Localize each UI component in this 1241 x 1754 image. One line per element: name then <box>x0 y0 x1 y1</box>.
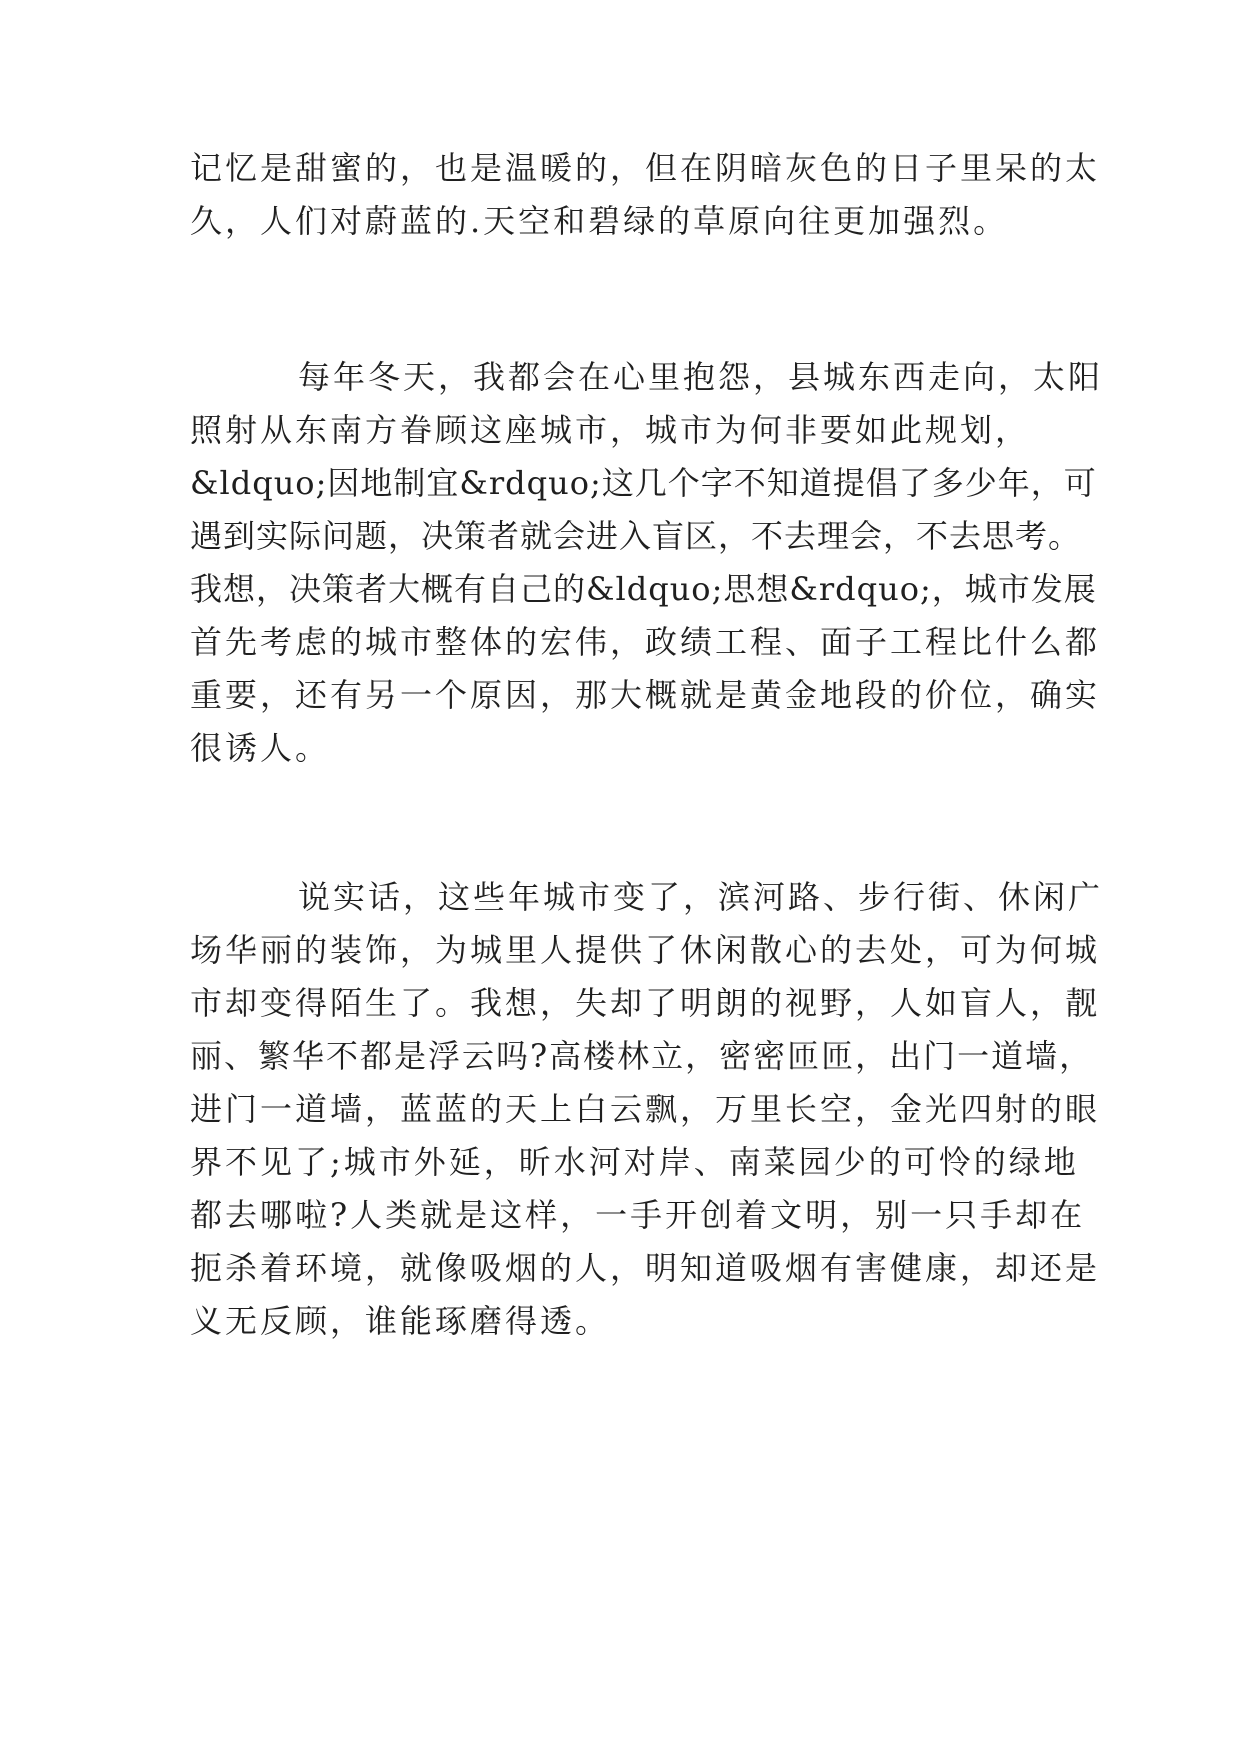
paragraph-line: 说实话，这些年城市变了，滨河路、步行街、休闲广 <box>298 878 1104 916</box>
paragraph-line: 久，人们对蔚蓝的.天空和碧绿的草原向往更加强烈。 <box>190 202 1009 240</box>
paragraph-line: 丽、繁华不都是浮云吗?高楼林立，密密匝匝，出门一道墙， <box>190 1037 1094 1075</box>
paragraph-line: 义无反顾，谁能琢磨得透。 <box>190 1302 611 1340</box>
paragraph-line: 每年冬天，我都会在心里抱怨，县城东西走向，太阳 <box>298 358 1104 396</box>
paragraph-line: 重要，还有另一个原因，那大概就是黄金地段的价位，确实 <box>190 676 1101 714</box>
paragraph-line: 遇到实际问题，决策者就会进入盲区，不去理会，不去思考。 <box>190 517 1082 555</box>
paragraph-line: 首先考虑的城市整体的宏伟，政绩工程、面子工程比什么都 <box>190 623 1101 661</box>
paragraph-line: 界不见了;城市外延，昕水河对岸、南菜园少的可怜的绿地 <box>190 1143 1079 1181</box>
paragraph-line: 都去哪啦?人类就是这样，一手开创着文明，别一只手却在 <box>190 1196 1086 1234</box>
paragraph-line: 照射从东南方眷顾这座城市，城市为何非要如此规划， <box>190 411 1031 449</box>
paragraph-line: 场华丽的装饰，为城里人提供了休闲散心的去处，可为何城 <box>190 931 1101 969</box>
paragraph-line: 记忆是甜蜜的，也是温暖的，但在阴暗灰色的日子里呆的太 <box>190 149 1101 187</box>
paragraph-line: 我想，决策者大概有自己的&ldquo;思想&rdquo;，城市发展 <box>190 570 1097 608</box>
paragraph-line: 扼杀着环境，就像吸烟的人，明知道吸烟有害健康，却还是 <box>190 1249 1101 1287</box>
paragraph-line: 进门一道墙，蓝蓝的天上白云飘，万里长空，金光四射的眼 <box>190 1090 1101 1128</box>
paragraph-line: &ldquo;因地制宜&rdquo;这几个字不知道提倡了多少年，可 <box>190 464 1097 502</box>
paragraph-line: 市却变得陌生了。我想，失却了明朗的视野，人如盲人，靓 <box>190 984 1101 1022</box>
paragraph-line: 很诱人。 <box>190 729 331 767</box>
